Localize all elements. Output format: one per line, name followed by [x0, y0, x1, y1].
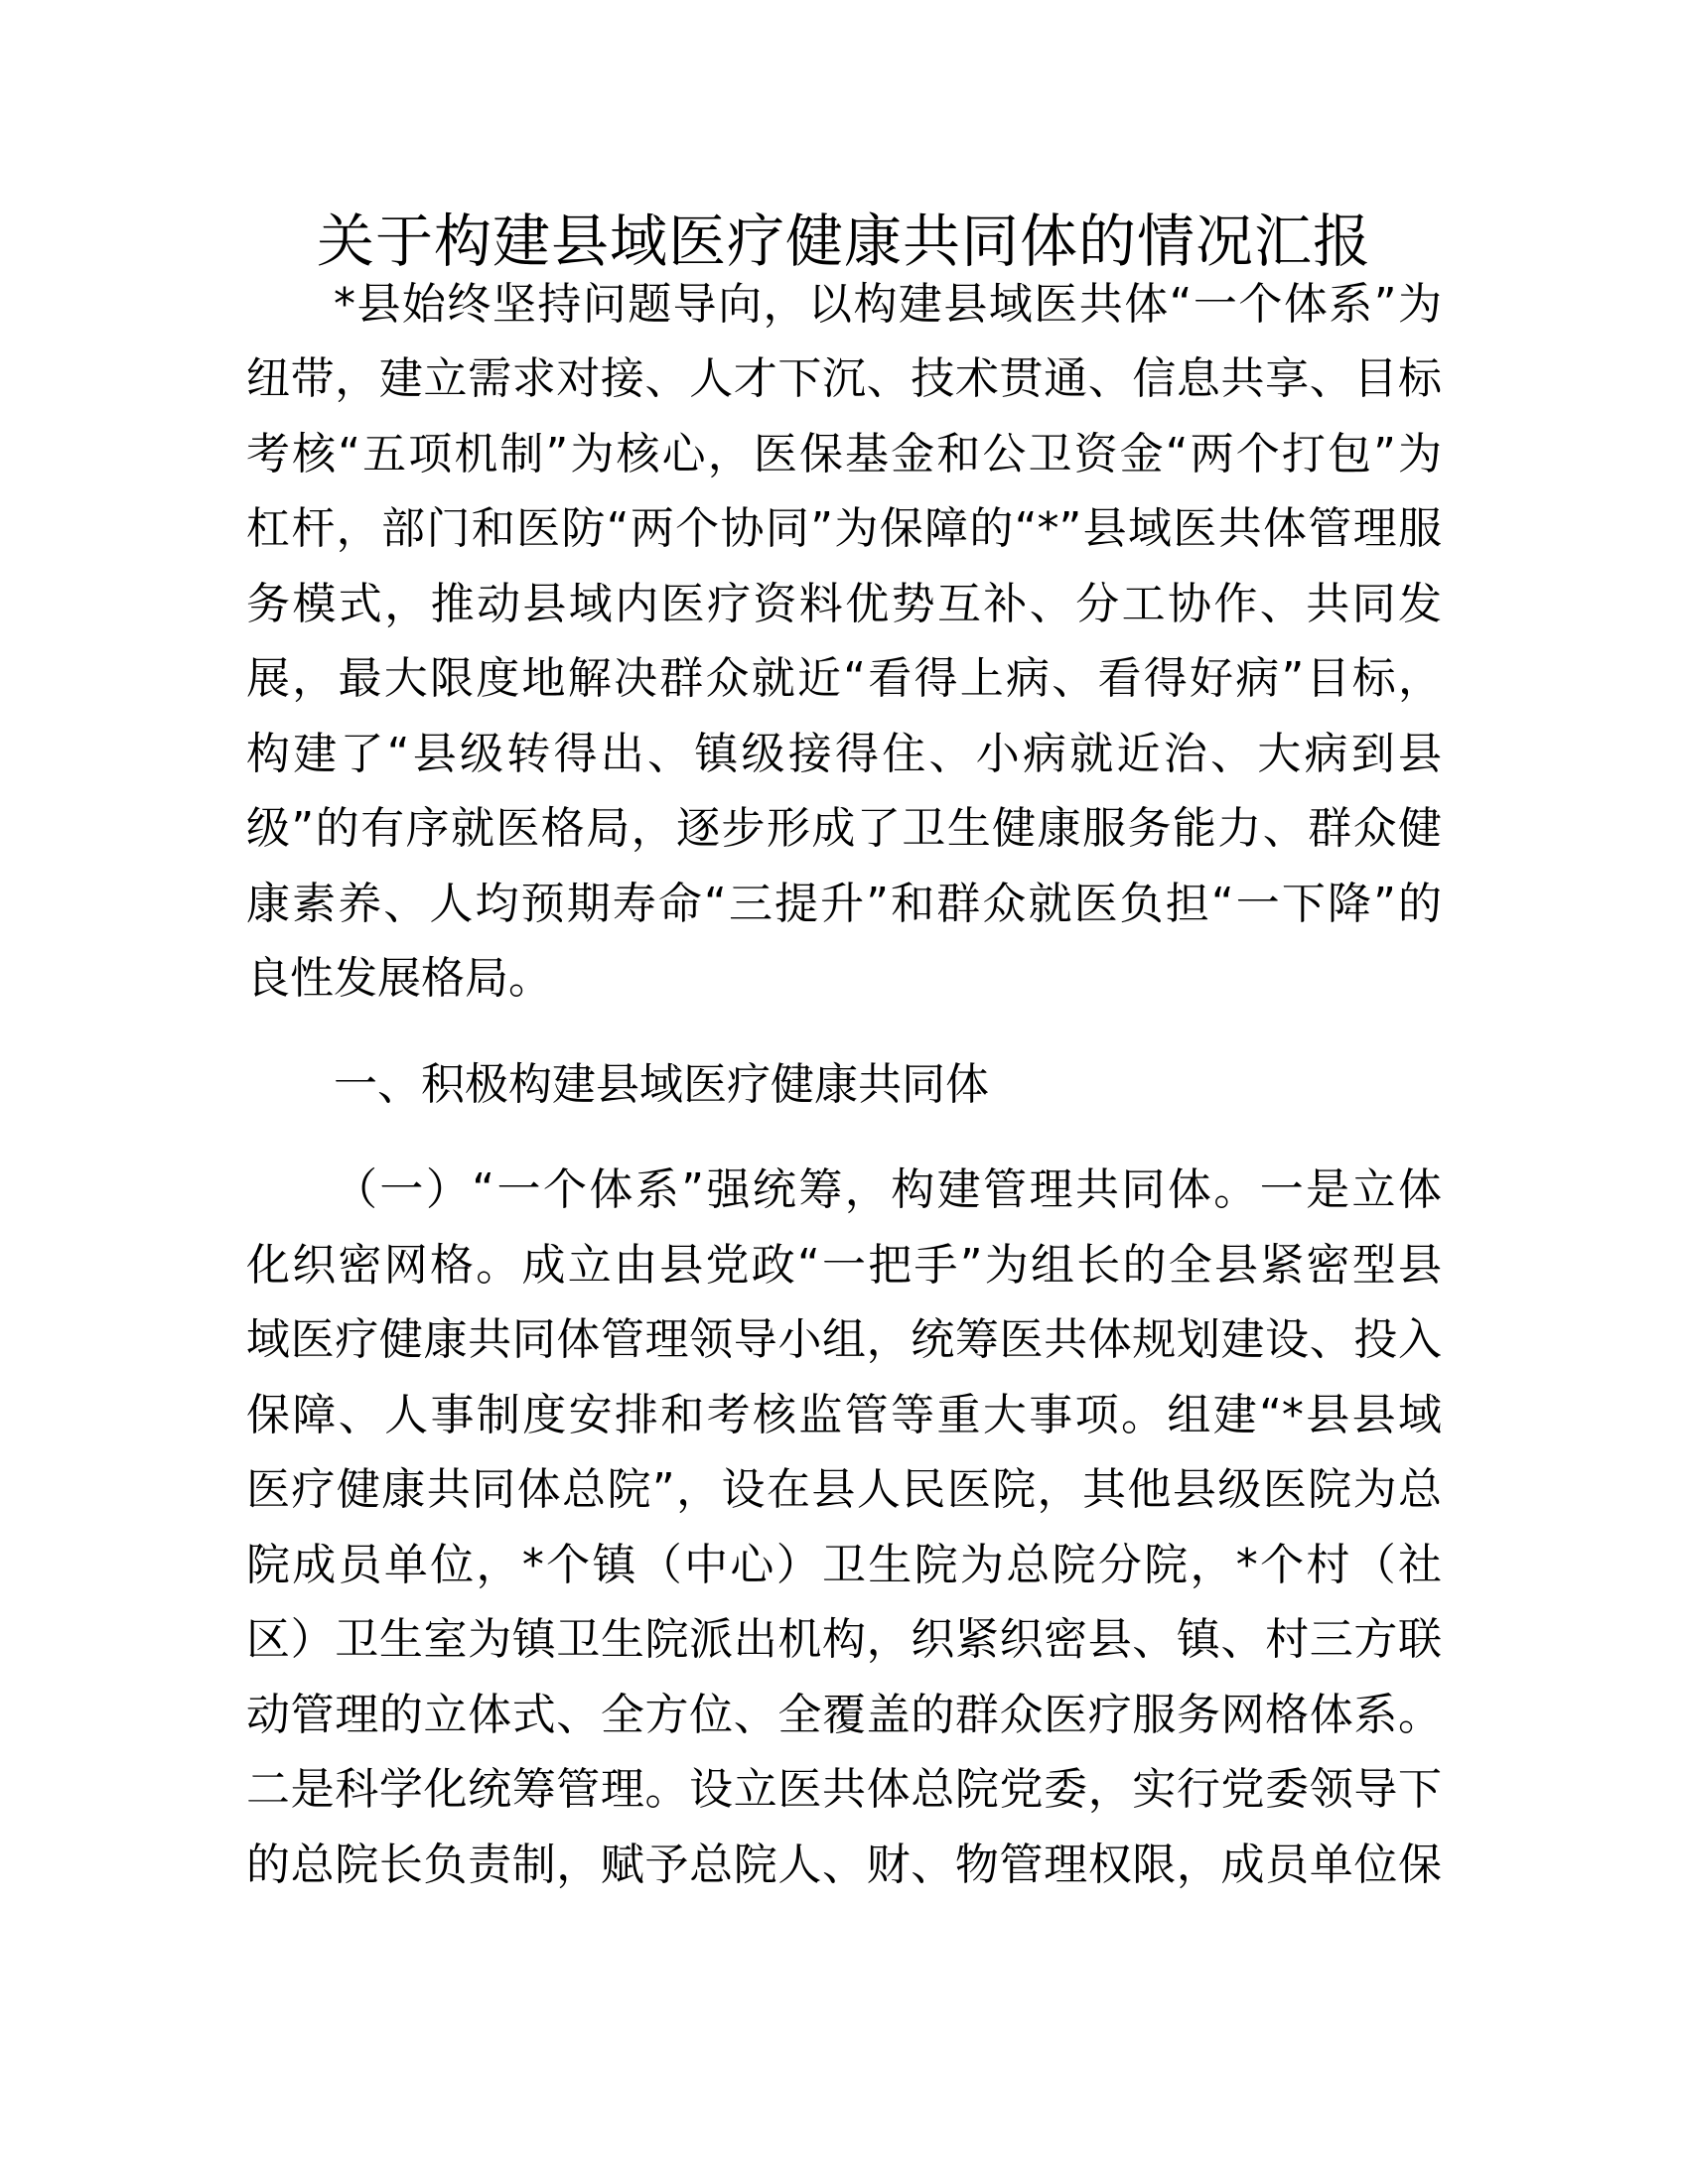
section-heading: 一、积极构建县域医疗健康共同体: [334, 1059, 989, 1110]
paragraph-line: 康素养、人均预期寿命“三提升”和群众就医负担“一下降”的: [246, 879, 1442, 929]
paragraph-line: 二是科学化统筹管理。设立医共体总院党委，实行党委领导下: [246, 1764, 1442, 1815]
paragraph-line: 域医疗健康共同体管理领导小组，统筹医共体规划建设、投入: [246, 1314, 1442, 1365]
paragraph-line: 区）卫生室为镇卫生院派出机构，织紧织密县、镇、村三方联: [246, 1614, 1442, 1665]
paragraph-line: 构建了“县级转得出、镇级接得住、小病就近治、大病到县: [246, 729, 1442, 779]
paragraph-line: （一）“一个体系”强统筹，构建管理共同体。一是立体: [334, 1164, 1442, 1215]
paragraph-line: 医疗健康共同体总院”，设在县人民医院，其他县级医院为总: [246, 1464, 1442, 1515]
document-title: 关于构建县域医疗健康共同体的情况汇报: [316, 207, 1371, 275]
paragraph-line: 杠杆，部门和医防“两个协同”为保障的“*”县域医共体管理服: [246, 503, 1442, 554]
paragraph-line: 的总院长负责制，赋予总院人、财、物管理权限，成员单位保: [246, 1840, 1442, 1890]
paragraph-line: 保障、人事制度安排和考核监管等重大事项。组建“*县县域: [246, 1390, 1442, 1440]
paragraph-line: 考核“五项机制”为核心，医保基金和公卫资金“两个打包”为: [246, 429, 1442, 479]
paragraph-line: 化织密网格。成立由县党政“一把手”为组长的全县紧密型县: [246, 1240, 1442, 1291]
paragraph-line: 务模式，推动县域内医疗资料优势互补、分工协作、共同发: [246, 579, 1442, 629]
paragraph-line: *县始终坚持问题导向，以构建县域医共体“一个体系”为: [334, 279, 1442, 330]
paragraph-line: 展，最大限度地解决群众就近“看得上病、看得好病”目标，: [246, 653, 1442, 704]
paragraph-line: 纽带，建立需求对接、人才下沉、技术贯通、信息共享、目标: [246, 353, 1442, 404]
paragraph-line: 良性发展格局。: [246, 953, 552, 1004]
paragraph-line: 级”的有序就医格局，逐步形成了卫生健康服务能力、群众健: [246, 803, 1442, 854]
paragraph-line: 动管理的立体式、全方位、全覆盖的群众医疗服务网格体系。: [246, 1690, 1442, 1740]
paragraph-line: 院成员单位，*个镇（中心）卫生院为总院分院，*个村（社: [246, 1540, 1442, 1590]
